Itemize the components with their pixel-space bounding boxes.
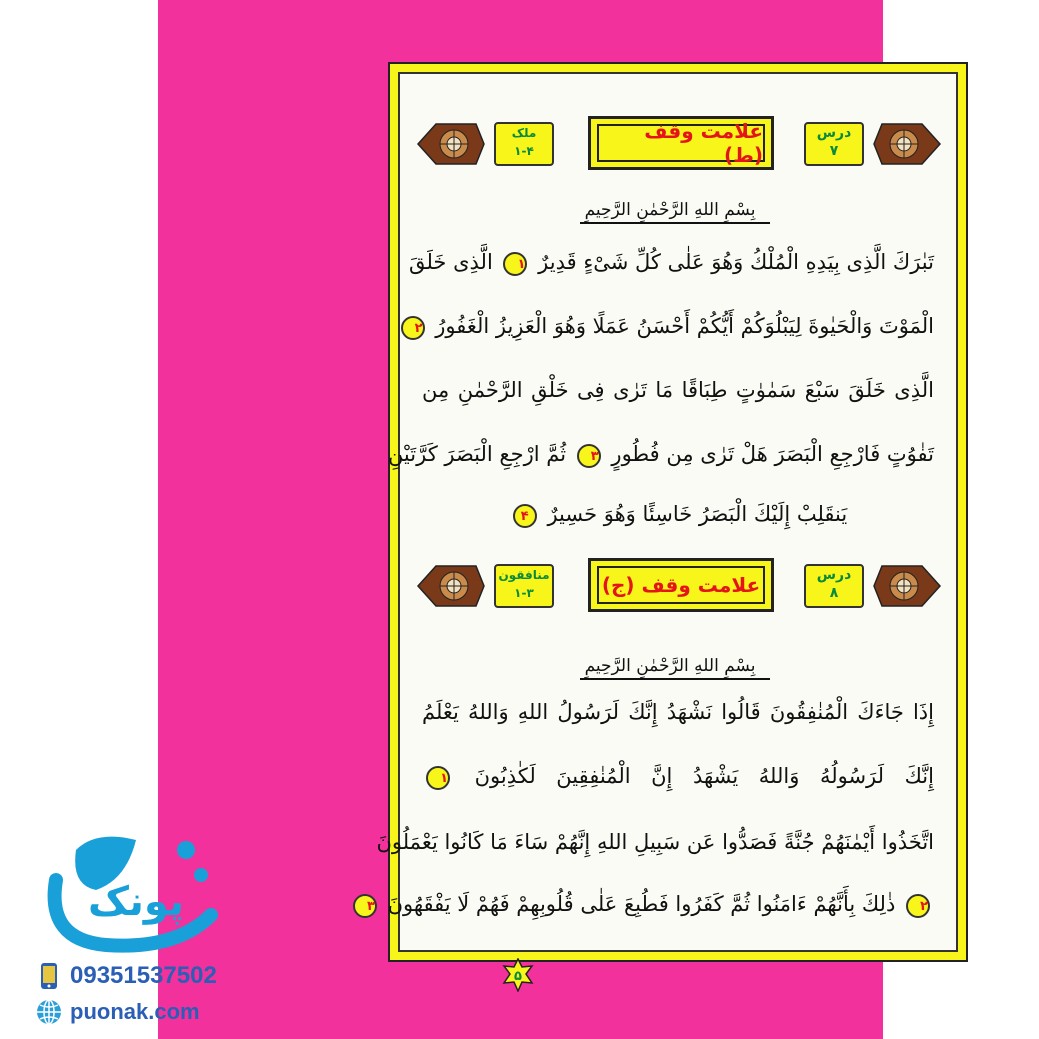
ayah-marker-icon: ۳ [353, 894, 377, 918]
verse-line [376, 822, 934, 862]
ornament-icon [416, 120, 486, 168]
yellow-frame [366, 62, 968, 962]
verse-text: تَفٰوُتٍ فَارْجِعِ الْبَصَرَ هَلْ تَرٰى مِن فُطُورٍ [611, 442, 934, 466]
lesson-header-7 [416, 116, 942, 172]
ornament-icon [872, 120, 942, 168]
lesson-number: ۸ [829, 585, 839, 601]
phone-icon [34, 961, 64, 991]
lesson-tag [804, 122, 864, 166]
ayah-marker-icon: ۳ [577, 444, 601, 468]
watermark [30, 820, 230, 1035]
verse-text: تَبٰرَكَ الَّذِى بِيَدِهِ الْمُلْكُ وَهُوَ عَلٰى كُلِّ شَىْءٍ قَدِيرٌ [538, 250, 934, 274]
verse-line [422, 370, 934, 410]
lesson-label: درس [816, 567, 852, 583]
verse-line [414, 306, 934, 346]
lesson-tag [804, 564, 864, 608]
lesson-title: علامت وقف (ط) [597, 124, 765, 162]
ayah-marker-icon: ۱ [426, 766, 450, 790]
ayah-marker-icon: ۱ [503, 252, 527, 276]
website-url: puonak.com [70, 999, 200, 1024]
basmala-text: بِسْمِ اللهِ الرَّحْمٰنِ الرَّحِيمِ [584, 200, 756, 220]
phone-number: 09351537502 [70, 962, 217, 989]
phone-row [34, 960, 217, 992]
lesson-label: درس [816, 125, 852, 141]
page-number-flower-icon [501, 958, 535, 992]
verse-line [408, 242, 934, 282]
basmala-text: بِسْمِ اللهِ الرَّحْمٰنِ الرَّحِيمِ [584, 656, 756, 676]
lesson-title: علامت وقف (ج) [597, 566, 765, 604]
verse-text: إِذَا جَاءَكَ الْمُنٰفِقُونَ قَالُوا نَشْهَدُ إِنَّكَ لَرَسُولُ اللهِ وَاللهُ يَعْلَمُ [422, 700, 934, 724]
lesson-title-box [588, 558, 774, 612]
verse-line [366, 884, 934, 924]
verse-text: اتَّخَذُوا أَيْمٰنَهُمْ جُنَّةً فَصَدُّوا عَن سَبِيلِ اللهِ إِنَّهُمْ سَاءَ مَا كَانُوا يَعْمَلُونَ [376, 830, 934, 854]
lesson-title-box [588, 116, 774, 170]
ayah-marker-icon: ۲ [906, 894, 930, 918]
brand-logo-text: پونک [87, 879, 185, 925]
lesson-header-8 [416, 558, 942, 614]
book-page [158, 0, 934, 1039]
globe-icon [34, 997, 64, 1027]
surah-name: منافقون [498, 568, 550, 582]
verse-line [422, 494, 934, 534]
brand-logo [36, 820, 226, 960]
surah-tag [494, 122, 554, 166]
verse-range: ۱-۳ [514, 586, 534, 600]
verse-range: ۱-۴ [514, 144, 534, 158]
verse-line [387, 434, 934, 474]
verse-line [422, 692, 934, 732]
ornament-icon [416, 562, 486, 610]
content-panel [366, 72, 958, 952]
ayah-marker-icon: ۲ [401, 316, 425, 340]
website-row [34, 996, 200, 1028]
basmala-swash [580, 222, 770, 224]
ornament-icon [872, 562, 942, 610]
basmala-swash [580, 678, 770, 680]
surah-tag [494, 564, 554, 608]
page-number: ۵ [514, 969, 522, 984]
basmala [550, 200, 790, 224]
verse-text: ذٰلِكَ بِأَنَّهُمْ ءَامَنُوا ثُمَّ كَفَرُوا فَطُبِعَ عَلٰى قُلُوبِهِمْ فَهُمْ لَا يَفْقَهُونَ [387, 892, 896, 916]
ayah-marker-icon: ۴ [513, 504, 537, 528]
verse-text: يَنقَلِبْ إِلَيْكَ الْبَصَرُ خَاسِئًا وَهُوَ حَسِيرٌ [547, 502, 848, 526]
verse-text: الْمَوْتَ وَالْحَيٰوةَ لِيَبْلُوَكُمْ أَيُّكُمْ أَحْسَنُ عَمَلًا وَهُوَ الْعَزِيزُ الْغَفُورُ [435, 314, 934, 338]
surah-name: ملک [511, 126, 537, 140]
basmala [550, 656, 790, 680]
verse-text: الَّذِى خَلَقَ [408, 250, 493, 274]
verse-line [422, 756, 934, 796]
verse-text: إِنَّكَ لَرَسُولُهُ وَاللهُ يَشْهَدُ إِنَّ الْمُنٰفِقِينَ لَكٰذِبُونَ [474, 764, 934, 788]
verse-text: الَّذِى خَلَقَ سَبْعَ سَمٰوٰتٍ طِبَاقًا مَا تَرٰى فِى خَلْقِ الرَّحْمٰنِ مِن [422, 378, 934, 402]
verse-text: ثُمَّ ارْجِعِ الْبَصَرَ كَرَّتَيْنِ [387, 442, 567, 466]
lesson-number: ۷ [829, 143, 839, 159]
